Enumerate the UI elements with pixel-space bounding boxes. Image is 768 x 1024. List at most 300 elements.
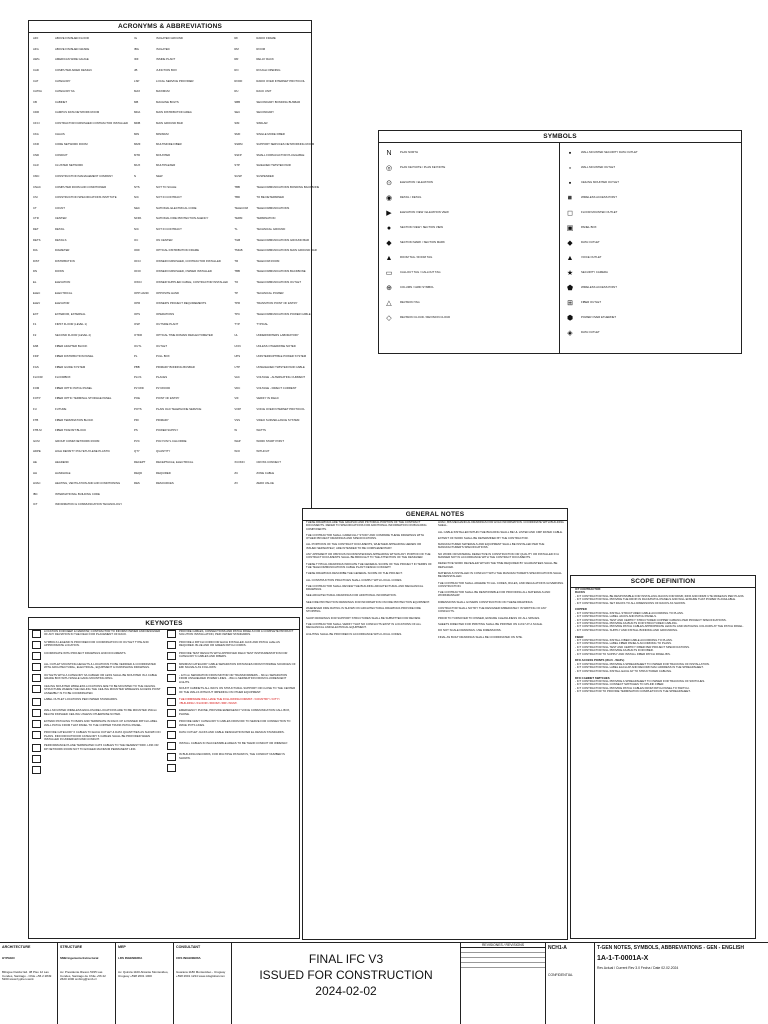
acronym-value: POINT OF ENTRY xyxy=(156,396,180,401)
acronym-value: RECEPTACLE, ELECTRICAL xyxy=(156,460,194,465)
acronym-key: TBD xyxy=(234,195,240,200)
symbol-glyph-icon: ◇ xyxy=(386,315,392,322)
acronym-value: CONSTRUCTION SPECIFICATIONS INSTITUTE xyxy=(55,195,117,200)
acronym-value: FIBER OPTIC PATCH PANEL xyxy=(55,385,93,390)
acronym-row xyxy=(33,287,128,298)
acronym-row xyxy=(33,351,128,362)
symbol-glyph-icon: ⊕ xyxy=(386,285,392,292)
general-note: MANUFACTURED MATERIALS AND EQUIPMENT SHALL BE INSTALLED PER THE MANUFACTURER'S SPECIFICATIONS. xyxy=(438,542,545,550)
acronym-value: ROUGH OPENING xyxy=(256,68,281,73)
symbol-glyph-icon: ◻ xyxy=(567,210,573,217)
acronym-key: VSS xyxy=(234,417,240,422)
acronym-key: SUSP xyxy=(234,174,242,179)
acronym-key: OPS xyxy=(134,311,140,316)
acronym-value: PLYWOOD xyxy=(156,385,171,390)
scope-line: - ICT CONTRACTOR WILL PROVIDE THE DROP-IN RACK/PATCH PANELS AND WILL ENSURE THAT POWER IS AVAILABLE. xyxy=(575,597,736,602)
acronym-row xyxy=(134,224,228,235)
drawing-title: T-GEN NOTES, SYMBOLS, ABBREVIATIONS - GEN - ENGLISH xyxy=(597,945,744,951)
acronym-value: CONSTRUCTION MANAGEMENT COMPANY xyxy=(55,174,114,179)
firm-name: SMB Ingenieria Estructural xyxy=(60,956,99,960)
symbol-entry xyxy=(563,206,738,220)
keynote-number-box xyxy=(32,674,41,682)
acronym-row xyxy=(134,128,228,139)
general-note: LIGHTING SHALL BE PROVIDED IN ACCORDANCE WITH LOCAL CODES. xyxy=(306,631,402,636)
acronym-key: RODF xyxy=(234,78,243,83)
keynote-item xyxy=(32,720,161,728)
acronym-row xyxy=(134,277,228,288)
acronym-value: CONTRACTOR FURNISHED CONTRACTOR INSTALLED xyxy=(55,121,129,126)
acronym-row xyxy=(134,308,228,319)
general-note: THE CONTRACTOR SHALL BE RESPONSIBLE FOR PROVIDING ALL MATERIALS AND WORKMANSHIP. xyxy=(438,590,551,598)
scope-line: - ICT CONTRACTOR WILL PROVIDE PATCH CABLES FROM PATCH PANEL TO SWITCH. xyxy=(575,685,690,690)
symbol-entry xyxy=(382,266,556,280)
acronym-value: DOWN xyxy=(55,269,64,274)
acronym-key: EL xyxy=(33,279,37,284)
symbol-glyph-icon: ◎ xyxy=(385,165,393,172)
symbol-description: DETAIL / DETAIL xyxy=(400,195,422,200)
symbol-description: CALLOUT TAG / CALLOUT TAG xyxy=(400,270,441,275)
symbols-right-column xyxy=(560,143,741,353)
general-note: SEE ARCHITECTURAL DRAWINGS FOR ADDITIONAL INFORMATION. xyxy=(306,593,397,598)
acronym-value: RADIO FRAME xyxy=(256,36,276,41)
acronym-key: MIN xyxy=(134,131,140,136)
acronyms-title: ACRONYMS & ABBREVIATIONS xyxy=(29,21,311,33)
symbol-glyph-icon: ⬢ xyxy=(566,315,574,322)
symbol-glyph-icon: ◾ xyxy=(565,195,575,202)
acronym-key: FGS xyxy=(33,364,39,369)
firm-role: ARCHITECTURE xyxy=(2,945,31,949)
acronym-row xyxy=(234,414,319,425)
acronym-row xyxy=(134,65,228,76)
scope-line: - ICT CONTRACTOR WILL LABEL FIBER PANELS ACCORDING TO PLANS. xyxy=(575,641,672,646)
acronym-value: ZONE CABLE xyxy=(256,470,275,475)
symbol-entry xyxy=(382,251,556,265)
acronym-value: TYPICAL xyxy=(256,322,269,327)
scope-line: DFO CABINET SWITCHES xyxy=(575,675,610,680)
general-note: DO NOT SCALE DRAWINGS. USE DIMENSIONS. xyxy=(438,628,502,633)
acronym-value: SECONDARY BONDING BUSBAR xyxy=(256,99,301,104)
acronym-row xyxy=(33,298,128,309)
acronym-value: WATTS xyxy=(256,428,266,433)
scope-line: - ICT CONTRACTOR WILL LABEL JACKS AND PATCH PANELS. xyxy=(575,614,657,619)
scope-line: - ICT CONTRACTOR WILL SUPPLY AND INSTALL BONDING AND GROUNDING. xyxy=(575,627,679,632)
acronym-row xyxy=(134,213,228,224)
acronym-key: TO xyxy=(234,279,239,284)
acronym-value: EXTERIOR, EXTERNAL xyxy=(55,311,86,316)
symbol-entry xyxy=(382,296,556,310)
acronym-row xyxy=(234,213,319,224)
acronym-value: POLYVINYL CHLORIDE xyxy=(156,438,187,443)
acronym-value: LOCAL SERVICE PROVIDER xyxy=(156,78,194,83)
acronym-value: FLOORBOX xyxy=(55,375,71,380)
acronym-value: OPTICAL TIME DOMAIN REFLECTOMETER xyxy=(156,332,213,337)
acronym-row xyxy=(134,54,228,65)
keynote-number-box xyxy=(32,720,41,728)
symbol-glyph-icon: ● xyxy=(386,224,392,232)
symbol-description: WIRELESS ACCESS POINT xyxy=(581,285,617,290)
keynote-number-box xyxy=(32,685,41,693)
acronym-value: TRANSITION POINT OF ENTRY xyxy=(256,301,298,306)
acronym-key: RES xyxy=(134,481,140,486)
acronym-key: AFG xyxy=(33,46,39,51)
acronym-value: SMALL FORM-FACTOR PLUGGABLE xyxy=(256,152,305,157)
acronym-row xyxy=(134,33,228,44)
symbol-glyph-icon: N xyxy=(386,149,392,157)
symbol-glyph-icon: ▭ xyxy=(385,270,393,277)
acronym-row xyxy=(234,54,319,65)
general-notes-panel xyxy=(302,508,568,940)
symbol-entry xyxy=(563,311,738,325)
general-note: ALL CONSTRUCTION PRACTICES SHALL COMPLY WITH LOCAL CODES. xyxy=(306,577,403,582)
firm-role: CONSULTANT xyxy=(176,945,201,949)
symbol-description: COLUMN / GRID SYMBOL xyxy=(400,285,434,290)
acronym-row xyxy=(234,457,319,468)
acronym-value: ELEVATION xyxy=(55,279,71,284)
acronym-row xyxy=(134,340,228,351)
acronym-key: HVAC xyxy=(33,481,41,486)
acronym-row xyxy=(234,277,319,288)
acronym-value: CROSS CONNECT xyxy=(256,460,281,465)
keynote-item xyxy=(32,731,161,741)
keynote-text: PROVIDE CATEGORY 6 CABLES TO EACH OUTLET & DATA QUANTITIES AS SHOWN ON PLANS. INDOOR/OUTDOOR CATEGORY 6 CABLES SHALL BE PROVIDED WHEN INSTALLED IN UNDERGROUND CONDUIT. xyxy=(44,730,161,742)
acronym-key: STP xyxy=(234,163,240,168)
acronym-key: MUX xyxy=(134,163,141,168)
scope-line: FIBER xyxy=(575,634,584,639)
general-note: ANY APPARENT OR OBVIOUS INCONSISTENCIES APPEARING WITHIN ANY PORTION OF THE CONTRACT DOCUMENTS SHALL BE BROUGHT TO THE ATTENTION OF THE DESIGNER. xyxy=(306,552,431,560)
acronym-row xyxy=(33,192,128,203)
acronym-value: SECOND FLOOR (LEVEL 2) xyxy=(55,332,91,337)
acronym-key: OFOI xyxy=(134,269,141,274)
symbol-glyph-icon: ◉ xyxy=(385,195,393,202)
acronym-key: XCONN xyxy=(234,460,245,465)
acronym-value: RELAY RACK xyxy=(256,57,274,62)
general-note: HVAC, BIS MECHANICAL DRAWINGS FOR HVAC INFORMATION. COORDINATE WITH BUILDING SHELL. xyxy=(438,520,564,528)
acronym-value: NATIONAL ELECTRICAL CODE xyxy=(156,205,197,210)
acronym-row xyxy=(33,489,128,500)
acronym-row xyxy=(33,171,128,182)
acronym-key: HH xyxy=(33,470,38,475)
acronym-row xyxy=(134,393,228,404)
symbol-entry xyxy=(382,311,556,325)
keynotes-right-column xyxy=(167,630,296,935)
symbol-glyph-icon: ⊙ xyxy=(386,180,392,187)
acronym-row xyxy=(33,224,128,235)
symbol-glyph-icon: ▪ xyxy=(568,179,572,187)
acronym-row xyxy=(33,457,128,468)
acronym-row xyxy=(33,361,128,372)
firm-role: STRUCTURE xyxy=(60,945,83,949)
acronym-key: FOTP xyxy=(33,396,41,401)
symbol-description: DATA OUTLET xyxy=(581,240,600,245)
symbol-description: FIBER OUTLET xyxy=(581,300,602,305)
acronym-key: TERM xyxy=(234,216,243,221)
acronym-row xyxy=(33,44,128,55)
acronym-column xyxy=(134,33,228,603)
firm-name: LDS INGENIERIA xyxy=(118,956,143,960)
acronym-value: NOT TO SCALE xyxy=(156,184,177,189)
scope-line: - ICT CONTRACTOR WILL INSTALL EACH AP TO STRUCTURED CABLING. xyxy=(575,668,672,673)
symbol-entry xyxy=(563,296,738,310)
acronym-row xyxy=(33,436,128,447)
acronym-key: RECEPT xyxy=(134,460,146,465)
keynote-text: THE FIRMWARE WILL HAVE THE FOLLOWING FORMAT: <COUNTRY><CITY><BUILDING><FLOOR><ROOM><RR><NUM> xyxy=(179,697,281,705)
acronym-key: TELECOM xyxy=(234,205,248,210)
acronym-value: CORE NETWORK ROOM xyxy=(55,142,88,147)
acronym-row xyxy=(134,203,228,214)
acronym-row xyxy=(33,33,128,44)
keynote-number-box xyxy=(32,663,41,671)
acronym-value: GROUP COMM NETWORK ROOM xyxy=(55,438,100,443)
acronym-value: VIDEO SURVEILLANCE SYSTEM xyxy=(256,417,300,422)
acronym-value: DETAIL xyxy=(55,226,65,231)
acronym-key: ELEV xyxy=(33,301,41,306)
symbol-description: DATA OUTLET xyxy=(581,330,600,335)
acronym-value: HIGH DENSITY POLYETHYLENE PLASTIC xyxy=(55,449,111,454)
acronym-value: MINIMUM xyxy=(156,131,169,136)
acronym-row xyxy=(134,86,228,97)
acronym-key: MDB xyxy=(134,121,141,126)
acronym-key: EXT xyxy=(33,311,39,316)
symbol-entry xyxy=(382,176,556,190)
symbol-glyph-icon: ★ xyxy=(566,270,574,277)
keynote-item xyxy=(167,742,296,750)
sheet-code-block xyxy=(546,943,595,1024)
acronym-row xyxy=(234,139,319,150)
acronym-value: CATEGORY xyxy=(55,78,71,83)
acronym-key: CAD xyxy=(33,68,39,73)
acronym-row xyxy=(134,383,228,394)
acronyms-panel xyxy=(28,20,320,608)
symbol-description: PANEL BOX xyxy=(581,225,597,230)
symbol-description: PLAN NORTH xyxy=(400,150,418,155)
general-note: DEFECTIVE WORK REVEALED WITHIN THE TIME REQUIRED BY GUARANTEES SHALL BE REPLACED. xyxy=(438,561,558,569)
acronym-key: GCM xyxy=(33,438,40,443)
acronym-row xyxy=(234,234,319,245)
acronym-value: WORK START POINT xyxy=(256,438,285,443)
acronym-key: DN xyxy=(33,269,38,274)
keynote-text: EXTEND PATCHING TO BARS AND TERMINATE IN RACK CP & PANNED PATCH LABEL WALL PATCH FROM THAT PANEL TO THE COPPER TRUNK PATCH PANEL. xyxy=(44,719,158,727)
keynote-item xyxy=(167,630,296,638)
acronym-value: AMERICAN WIRE GAUGE xyxy=(55,57,89,62)
acronym-row xyxy=(33,277,128,288)
keynote-item xyxy=(167,709,296,717)
acronym-row xyxy=(134,160,228,171)
symbol-glyph-icon: ◆ xyxy=(386,240,392,247)
acronym-key: DIA xyxy=(33,248,38,253)
acronym-value: ELEVATOR xyxy=(55,301,70,306)
acronym-row xyxy=(134,330,228,341)
acronym-value: OUTLET xyxy=(156,343,168,348)
scope-line: - ICT CONTRACTOR WILL PROVIDE A SPREADSHEET TO OWNER FOR TRACKING OF INSTALLATION. xyxy=(575,661,710,666)
acronym-key: PVC xyxy=(134,438,140,443)
acronym-key: TR xyxy=(234,258,239,263)
general-notes-left-column xyxy=(306,521,432,936)
keynote-text: SYMBOLS LEGEND IS PROVIDED FOR COORDINATION OF OUTLET TYPE AND APPROXIMATE LOCATION. xyxy=(44,640,149,648)
acronym-value: FIBER GUIDE SYSTEM xyxy=(55,364,86,369)
acronym-value: COUNT xyxy=(55,205,65,210)
acronym-value: CONDUIT xyxy=(55,152,68,157)
scope-line: - ICT CONTRACTOR WILL TEST AND CERTIFY FIBER PER PROJECT SPECIFICATIONS. xyxy=(575,644,690,649)
general-note: FINAL AS BUILT DRAWINGS SHALL BE COORDINATED ON SITE. xyxy=(438,634,523,639)
symbol-description: SECURITY CAMERA xyxy=(581,270,608,275)
keynote-text: PROVIDE CABLES, CONNECTIONS AND PATCH PANELS FOR A COMPLETE PRODUCT SOLUTION INSTALLATION, PER OWNER STANDARDS. xyxy=(179,629,294,637)
acronym-value: MAIN GROUND BAR xyxy=(156,121,183,126)
symbol-glyph-icon: ▲ xyxy=(385,254,393,262)
acronym-value: CLUSTER NETWORK xyxy=(55,163,84,168)
acronym-row xyxy=(234,361,319,372)
general-note: SHEETS DIRECTED FOR PRINTING SHALL BE PRINTED ON 11X17 AT A SCALE. xyxy=(438,621,543,626)
acronym-row xyxy=(134,234,228,245)
acronym-value: MACHINE BOLTS xyxy=(156,99,179,104)
acronym-key: FTB-M xyxy=(33,428,42,433)
acronym-key: UL xyxy=(234,332,238,337)
acronym-key: PRI xyxy=(134,417,139,422)
acronym-row xyxy=(234,467,319,478)
keynote-item xyxy=(32,698,161,706)
symbol-entry xyxy=(382,206,556,220)
keynote-item xyxy=(167,652,296,660)
acronym-row xyxy=(33,234,128,245)
acronym-key: RM xyxy=(234,46,239,51)
acronym-value: MAXIMUM xyxy=(156,89,170,94)
keynote-number-box xyxy=(167,630,176,638)
acronym-key: NEC xyxy=(134,205,140,210)
general-note: THE CONTRACTOR SHALL ADHERE TO ALL CODES, RULES, AND REGULATIONS GOVERNING CONSTRUCTION. xyxy=(438,580,564,588)
acronym-key: NIC xyxy=(134,195,139,200)
acronym-key: FAB xyxy=(33,343,39,348)
scope-line: - ICT CONTRACTOR WILL PROVIDE AS-BUILTS FOR STRUCTURED CABLING. xyxy=(575,621,678,626)
acronym-value: ROOM xyxy=(256,46,266,51)
symbol-entry xyxy=(563,176,738,190)
keynote-number-box xyxy=(167,641,176,649)
scope-line: - ICT CONTRACTOR WILL BE RESPONSIBLE FOR INSTALLING RACKS FOR DDMF, IDFR AND DDMF UTE RR&EXAS PER PLANS. xyxy=(575,593,745,598)
acronym-value: OPTICAL DISTRIBUTION FRAME xyxy=(156,248,199,253)
acronym-value: RESOURCES xyxy=(156,481,174,486)
keynote-text: OUTLETS WITH A CATEGORY 6A CABLED OR LESS SHALL BE MOUNTED IN A CABLE GRADE BOX WITH SINGLE GANG MOUNTING RING. xyxy=(44,673,158,681)
acronym-key: CDR xyxy=(33,110,40,115)
symbol-entry xyxy=(382,191,556,205)
acronym-value: INSIDE PLANT xyxy=(156,57,176,62)
acronym-value: CABINET xyxy=(55,99,68,104)
acronym-row xyxy=(234,107,319,118)
symbol-glyph-icon: ▲ xyxy=(566,254,574,262)
acronym-value: CHAUS xyxy=(55,131,65,136)
acronym-row xyxy=(234,97,319,108)
acronym-row xyxy=(134,446,228,457)
firm-address: Av. Presidente Riesco 5335 Las Condes, Santiago de Chile +56 22 2620 1000 smbing@smb.cl xyxy=(60,969,106,982)
general-notes-title: GENERAL NOTES xyxy=(303,509,567,521)
acronym-value: NEW xyxy=(156,174,163,179)
acronym-key: QTY xyxy=(134,449,140,454)
acronym-value: RACK UNIT xyxy=(256,89,272,94)
acronym-row xyxy=(234,75,319,86)
acronym-key: SBB xyxy=(234,99,240,104)
acronym-value: FIBER ADAPTER BLOCK xyxy=(55,343,88,348)
keynote-text: PERFORMANCE PLANE TERMINATED CAT6 CABLES TO THE NEAREST 50FF. LINK OR DP NETWORK ROOM NOT TO EXCEED MAXIMUM PERMANENT LINK. xyxy=(44,743,159,751)
acronym-key: TGB xyxy=(234,237,241,242)
acronym-key: ICT xyxy=(33,502,38,507)
symbol-description: WALL MOUNTED OUTLET xyxy=(581,165,616,170)
keynote-item xyxy=(167,687,296,695)
symbol-entry xyxy=(563,221,738,235)
keynote-number-box xyxy=(167,663,176,671)
acronym-row xyxy=(134,97,228,108)
acronym-value: TELECOMMUNICATIONS BONDING BACKBONE xyxy=(256,184,320,189)
acronym-key: F1 xyxy=(33,322,37,327)
keynote-item xyxy=(32,766,161,774)
acronym-value: NATIONAL FIRE PROTECTION AGENCY xyxy=(156,216,209,221)
acronym-value: CENTER xyxy=(55,216,67,221)
acronym-value: VOICE OVER INTERNET PROTOCOL xyxy=(256,407,305,412)
acronym-key: MMF xyxy=(134,142,141,147)
firm-address: Av. Quirola 1100 Alicante Montevideo, Uruguay +598 2601 1000 xyxy=(118,969,169,978)
keynote-text: DATA OUTLET JACKS AND CABLE DESIGNATION PER EL DESIGN STANDARDS. xyxy=(179,730,285,735)
general-note: CONTRACTOR SHALL NOTIFY THE DESIGNER IMMEDIATELY IN WRITING OF ANY CONFLICTS. xyxy=(438,606,547,614)
acronym-row xyxy=(33,97,128,108)
acronym-row xyxy=(234,404,319,415)
acronym-key: VOIP xyxy=(234,407,242,412)
symbol-description: ELEVATION / ELEVATION xyxy=(400,180,433,185)
acronym-value: QUANTITY xyxy=(156,449,171,454)
symbol-description: WALL MOUNTED SECURITY DATA OUTLET xyxy=(581,150,638,155)
acronym-row xyxy=(234,255,319,266)
acronym-value: TELECOMMUNICATIONS POWER CABLE xyxy=(256,311,311,316)
acronym-row xyxy=(234,298,319,309)
general-note: THESE TYPICAL DRAWINGS INDICATE THE GENERAL SCOPE OF THE PROJECT IN TERMS OF THE TELECOMMUNICATIONS CABLE PLANT DESIGN CONCEPT. xyxy=(306,561,432,569)
acronym-key: OPP HAND xyxy=(134,290,149,295)
symbol-glyph-icon: ⬟ xyxy=(566,285,574,292)
acronym-row xyxy=(234,65,319,76)
acronym-row xyxy=(234,478,319,489)
acronym-key: CND xyxy=(33,152,40,157)
acronym-row xyxy=(134,245,228,256)
acronym-value: TELECOMMUNICATIONS BACKBONE xyxy=(256,269,306,274)
keynote-item xyxy=(167,674,296,684)
general-notes-right-column xyxy=(438,521,564,936)
acronym-row xyxy=(33,86,128,97)
symbol-entry xyxy=(563,236,738,250)
acronym-value: OUTSIDE PLANT xyxy=(156,322,179,327)
general-note: THE CONTRACTOR SHALL CAREFULLY STUDY AND COMPARE THESE DRAWINGS WITH OTHER PROJECT DRAWINGS AND SPECIFICATIONS. xyxy=(306,532,425,541)
acronym-value: UNLESS OTHERWISE NOTED xyxy=(256,343,296,348)
general-note: THE CONTRACTOR SHALL REVIEW THE BUILDING ARCHITECTURAL AND MECHANICAL DRAWINGS. xyxy=(306,583,424,592)
acronym-value: HEADEND xyxy=(55,460,69,465)
firm-address: Guarana 1180 Montevideo - Uruguay +598 2601 1234 www.cdsglobal.com xyxy=(176,969,226,978)
firm-block xyxy=(116,943,174,1024)
acronym-row xyxy=(134,181,228,192)
firm-address: Bilingue Fieldor Ed. 38 Piso 12 Las Condes, Santiago - Chile +56 2 2849 5200 www.hyphen.work xyxy=(2,969,52,982)
keynote-number-box xyxy=(167,731,176,739)
acronym-value: FIRST FLOOR (LEVEL 1) xyxy=(55,322,88,327)
acronym-key: PS xyxy=(134,428,138,433)
acronym-key: DETS xyxy=(33,237,41,242)
keynote-item xyxy=(32,641,161,649)
confidential-label: CONFIDENTIAL xyxy=(548,973,573,977)
acronym-key: TBB xyxy=(234,269,240,274)
scope-line: RACKS xyxy=(575,590,585,595)
symbols-panel xyxy=(378,130,742,354)
acronym-value: TELECOMMUNICATIONS MAIN GROUND BAR xyxy=(256,248,317,253)
acronym-value: FIBER DISTRIBUTION PANEL xyxy=(55,354,94,359)
firm-block xyxy=(174,943,232,1024)
acronym-key: CFCI xyxy=(33,121,40,126)
symbol-description: FLOOR MOUNTED OUTLET xyxy=(581,210,618,215)
general-note: MATERIALS INSTALLED IN CONFLICT WITH THE MANUFACTURER'S SPECIFICATIONS SHALL BE REINSTALLED. xyxy=(438,570,562,579)
acronym-value: UNINTERRUPTIBLE POWER SYSTEM xyxy=(256,354,307,359)
acronym-key: CLR xyxy=(33,163,39,168)
symbol-description: POWER OVER ETHERNET xyxy=(581,315,617,320)
general-note: NO WORK OR MATERIAL DEFECTIVE IN CONSTRUCTION OR QUALITY OR INSTALLED IN A MANNER NOT IN ACCORDANCE WITH THE CONTRACT DOCUMENTS. xyxy=(438,551,559,560)
